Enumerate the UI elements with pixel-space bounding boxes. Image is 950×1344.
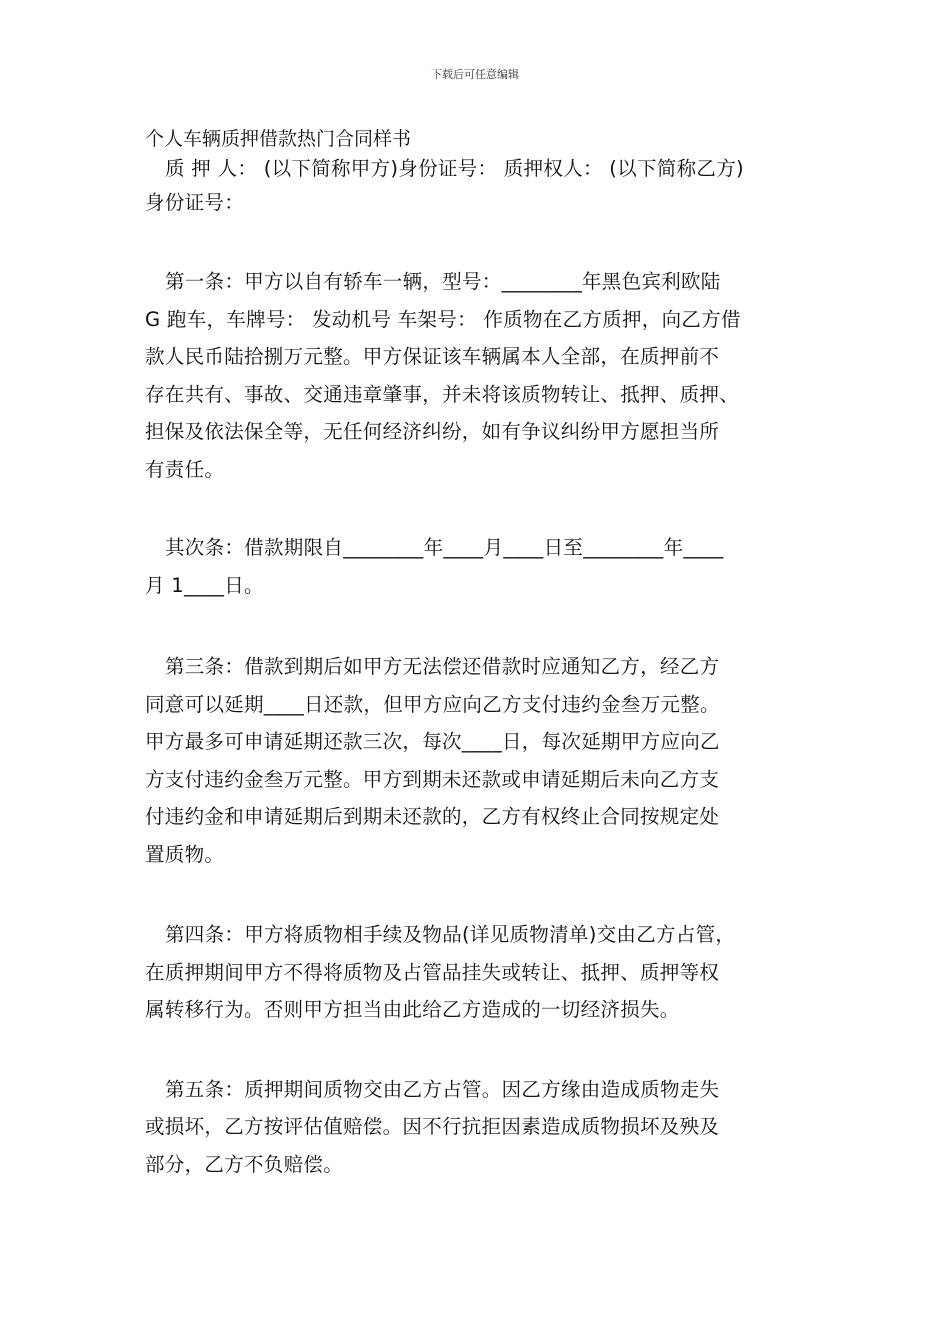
article-line: 付违约金和申请延期后到期未还款的，乙方有权终止合同按规定处 (145, 805, 720, 828)
article-5 (145, 1071, 825, 1184)
article-3 (145, 648, 825, 873)
article-line: 款人民币陆拾捌万元整。甲方保证该车辆属本人全部，在质押前不 (145, 345, 720, 368)
article-line: 同意可以延期____日还款，但甲方应向乙方支付违约金叁万元整。 (145, 692, 720, 716)
article-line: 第五条：质押期间质物交由乙方占管。因乙方缘由造成质物走失 (165, 1077, 720, 1101)
article-2 (145, 529, 825, 604)
article-line: 其次条：借款期限自________年____月____日至________年____ (165, 536, 724, 559)
intro-line: 质 押 人： (以下简称甲方)身份证号： 质押权人： (以下简称乙方) (165, 157, 744, 180)
article-line: 属转移行为。否则甲方担当由此给乙方造成的一切经济损失。 (145, 998, 680, 1021)
article-4 (145, 916, 825, 1029)
article-1 (145, 263, 825, 488)
article-line: 担保及依法保全等，无任何经济纠纷，如有争议纠纷甲方愿担当所 (145, 420, 720, 443)
article-line: 部分，乙方不负赔偿。 (145, 1152, 344, 1176)
parties-intro (145, 152, 825, 220)
page-header-note: 下载后可任意编辑 (431, 68, 519, 81)
article-line: 方支付违约金叁万元整。甲方到期未还款或申请延期后未向乙方支 (145, 767, 720, 791)
article-line: 有责任。 (145, 457, 225, 481)
article-line: 第三条：借款到期后如甲方无法偿还借款时应通知乙方，经乙方 (165, 655, 720, 678)
article-line: 或损坏，乙方按评估值赔偿。因不行抗拒因素造成质物损坏及殃及 (145, 1115, 720, 1138)
article-line: G 跑车，车牌号： 发动机号 车架号： 作质物在乙方质押，向乙方借 (145, 307, 741, 331)
article-line: 第四条：甲方将质物相手续及物品(详见质物清单)交由乙方占管， (165, 923, 736, 946)
article-line: 甲方最多可申请延期还款三次，每次____日，每次延期甲方应向乙 (145, 730, 720, 753)
document-title: 个人车辆质押借款热门合同样书 (145, 128, 412, 150)
article-line: 存在共有、事故、交通违章肇事，并未将该质物转让、抵押、质押、 (145, 382, 740, 406)
article-line: 月 1____日。 (145, 573, 264, 597)
article-line: 第一条：甲方以自有轿车一辆，型号：________年黑色宾利欧陆 (165, 270, 721, 293)
article-line: 在质押期间甲方不得将质物及占管品挂失或转让、抵押、质押等权 (145, 960, 720, 984)
contract-document (145, 126, 825, 1183)
article-line: 置质物。 (145, 842, 225, 866)
intro-line: 身份证号： (145, 191, 245, 214)
